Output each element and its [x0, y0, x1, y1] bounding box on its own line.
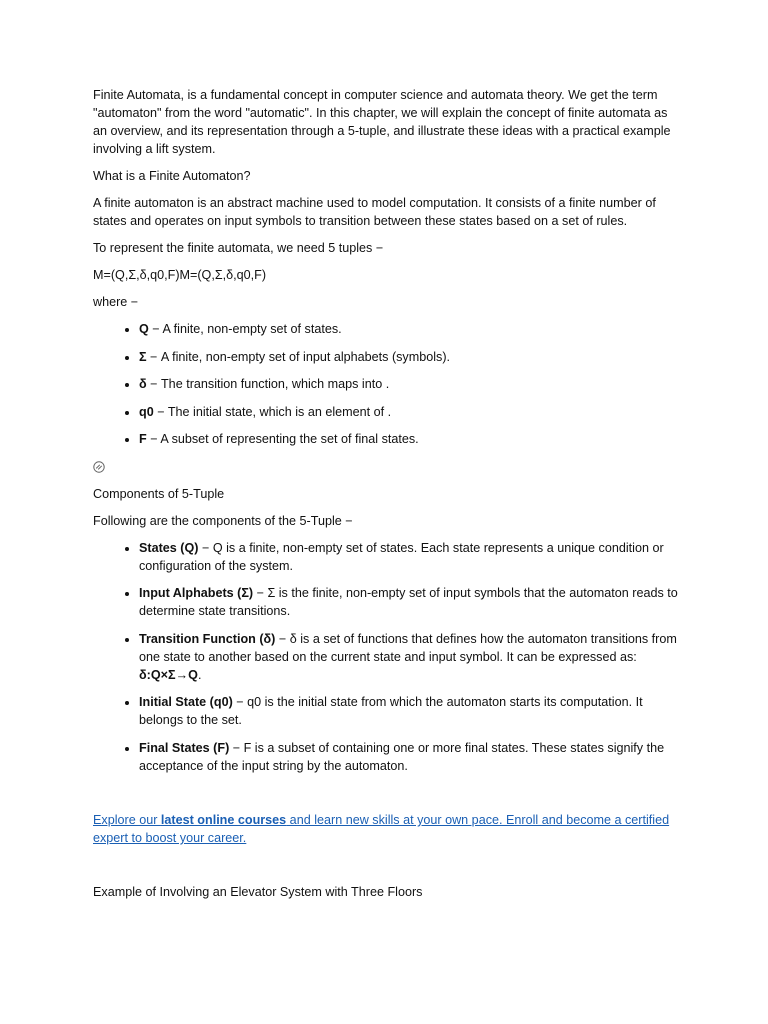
- list-item-desc: − Q is a finite, non-empty set of states. Each state represents a unique condition or configuration of the system.: [139, 540, 664, 573]
- intro-paragraph: Finite Automata, is a fundamental concept in computer science and automata theory. We get the term "automaton" from the word "automatic". In this chapter, we will explain the concept of finite automata as an overview, and its representation through a 5-tuple, and illustrate these ideas with a practical example involving a lift system.: [93, 88, 671, 156]
- list-item-desc: − q0 is the initial state from which the automaton starts its computation. It belongs to the set.: [139, 695, 643, 727]
- promo-paragraph: [93, 811, 679, 847]
- list-item: [139, 539, 679, 575]
- image-placeholder: [93, 458, 679, 476]
- list-item: [139, 739, 679, 775]
- list-item-term: Σ: [139, 349, 147, 364]
- list-item-desc: − The transition function, which maps into .: [146, 377, 390, 391]
- list-item-formula: δ:Q×Σ→Q: [139, 667, 198, 682]
- list-item-term: q0: [139, 404, 154, 419]
- list-item: [139, 584, 679, 620]
- document-body: [93, 86, 679, 910]
- list-item-desc: − Σ is the finite, non-empty set of input symbols that the automaton reads to determine state transitions.: [139, 586, 678, 618]
- what-is-paragraph: A finite automaton is an abstract machine used to model computation. It consists of a finite number of states and operates on input symbols to transition between these states based on a set of rules.: [93, 196, 656, 228]
- list-item-tail: .: [197, 667, 202, 682]
- tuple-intro: To represent the finite automata, we need 5 tuples −: [93, 241, 384, 255]
- list-item-desc: − A finite, non-empty set of input alphabets (symbols).: [146, 349, 451, 364]
- promo-text-bold: latest online courses: [160, 813, 287, 827]
- list-item-desc: − δ is a set of functions that defines how the automaton transitions from one state to another based on the current state and input symbol. It can be expressed as:: [139, 631, 677, 664]
- example-heading: Example of Involving an Elevator System with Three Floors: [93, 885, 423, 899]
- list-item-term: Transition Function (δ): [139, 631, 276, 646]
- list-item: [139, 430, 679, 448]
- list-item: [139, 375, 679, 393]
- promo-text-before: Explore our: [93, 813, 161, 827]
- list-item: [139, 630, 679, 684]
- list-item: [139, 403, 679, 421]
- list-item-term: Q: [139, 322, 149, 336]
- where-label: where −: [93, 295, 139, 309]
- broken-image-icon: [93, 461, 105, 473]
- components-list: [93, 539, 679, 775]
- list-item-term: States (Q): [139, 540, 199, 555]
- list-item-desc: − F is a subset of containing one or more final states. These states signify the acceptance of the input string by the automaton.: [139, 740, 665, 773]
- promo-text-after: and learn new skills at your own pace. Enroll and become a certified expert to boost your career.: [93, 813, 670, 845]
- list-item-term: F: [139, 432, 147, 446]
- list-item-term: Final States (F): [139, 740, 230, 755]
- list-item-desc: − A finite, non-empty set of states.: [148, 322, 342, 336]
- list-item-desc: − A subset of representing the set of final states.: [146, 432, 419, 446]
- components-heading: Components of 5-Tuple: [93, 486, 225, 501]
- promo-link[interactable]: [93, 813, 669, 845]
- components-intro: Following are the components of the 5-Tuple −: [93, 513, 353, 528]
- list-item-desc: − The initial state, which is an element of .: [153, 404, 392, 419]
- list-item: [139, 348, 679, 366]
- list-item: [139, 320, 679, 338]
- spacer: [93, 784, 679, 811]
- list-item-term: Initial State (q0): [139, 695, 233, 709]
- what-is-heading: What is a Finite Automaton?: [93, 169, 251, 183]
- spacer: [93, 856, 679, 883]
- list-item: [139, 693, 679, 729]
- tuple-formula: M=(Q,Σ,δ,q0,F)M=(Q,Σ,δ,q0,F): [93, 268, 267, 282]
- tuple-list: [93, 320, 679, 448]
- list-item-term: δ: [139, 377, 147, 391]
- list-item-term: Input Alphabets (Σ): [139, 586, 254, 600]
